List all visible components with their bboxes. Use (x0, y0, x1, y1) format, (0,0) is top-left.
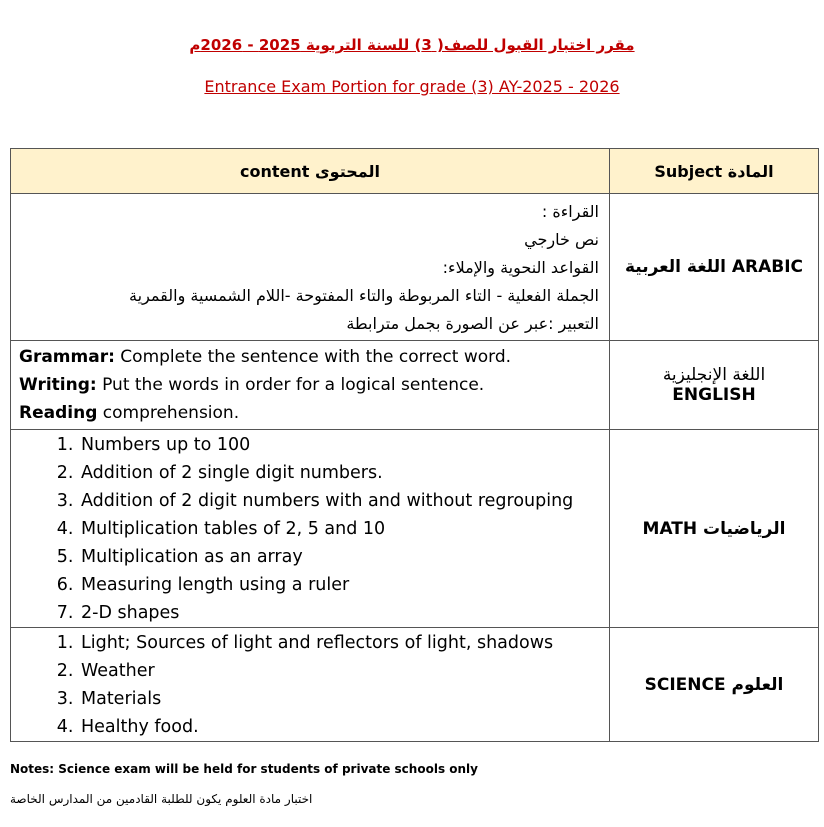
science-content (11, 628, 610, 742)
subject-math: MATH الرياضيات (610, 430, 819, 628)
subject-english-ar: اللغة الإنجليزية (662, 365, 766, 385)
header-content: content المحتوى (11, 149, 610, 194)
reading-text: comprehension. (97, 403, 240, 423)
title-arabic: مقرر اختبار القبول للصف( 3) للسنة التربوية 2025 - 2026م (189, 36, 635, 54)
row-english (11, 341, 819, 430)
list-item: 7. 2-D shapes (79, 599, 609, 627)
arabic-line: القراءة : (541, 202, 599, 221)
writing-text: Put the words in order for a logical sentence. (96, 375, 485, 395)
list-item: 5. Multiplication as an array (79, 543, 609, 571)
science-list (11, 629, 609, 741)
reading-label: Reading (19, 403, 98, 423)
arabic-content (11, 194, 610, 341)
list-item: 3. Addition of 2 digit numbers with and without regrouping (79, 487, 609, 515)
subject-arabic: اللغة العربية ARABIC (610, 194, 819, 341)
grammar-text: Complete the sentence with the correct word. (114, 347, 512, 367)
exam-portion-table (10, 148, 819, 742)
table-header-row (11, 149, 819, 194)
row-math (11, 430, 819, 628)
header-subject: Subject المادة (610, 149, 819, 194)
list-item: 6. Measuring length using a ruler (79, 571, 609, 599)
writing-label: Writing: (19, 375, 97, 395)
math-list (11, 431, 609, 627)
arabic-line: الجملة الفعلية - التاء المربوطة والتاء المفتوحة -اللام الشمسية والقمرية (129, 286, 599, 305)
row-arabic (11, 194, 819, 341)
list-item: 4. Healthy food. (79, 713, 609, 741)
row-science (11, 628, 819, 742)
grammar-label: Grammar: (19, 347, 115, 367)
english-grammar (19, 343, 601, 371)
list-item: 4. Multiplication tables of 2, 5 and 10 (79, 515, 609, 543)
notes-english: Notes: Science exam will be held for students of private schools only (10, 762, 478, 776)
title-english (0, 77, 824, 96)
list-item: 2. Weather (79, 657, 609, 685)
title-english-text: Entrance Exam Portion for grade (3) AY-2025 - 2026 (204, 77, 620, 96)
list-item: 1. Light; Sources of light and reflectors of light, shadows (79, 629, 609, 657)
english-writing (19, 371, 601, 399)
math-content (11, 430, 610, 628)
subject-english (610, 341, 819, 430)
list-item: 1. Numbers up to 100 (79, 431, 609, 459)
list-item: 3. Materials (79, 685, 609, 713)
english-reading (19, 399, 601, 427)
subject-english-en: ENGLISH (672, 385, 756, 405)
list-item: 2. Addition of 2 single digit numbers. (79, 459, 609, 487)
subject-science: SCIENCE العلوم (610, 628, 819, 742)
notes-arabic: اختبار مادة العلوم يكون للطلبة القادمين من المدارس الخاصة (10, 792, 313, 806)
arabic-line: نص خارجي (524, 230, 599, 249)
english-content (11, 341, 610, 430)
arabic-line: التعبير :عبر عن الصورة بجمل مترابطة (346, 314, 599, 333)
arabic-line: القواعد النحوية والإملاء: (442, 258, 599, 277)
